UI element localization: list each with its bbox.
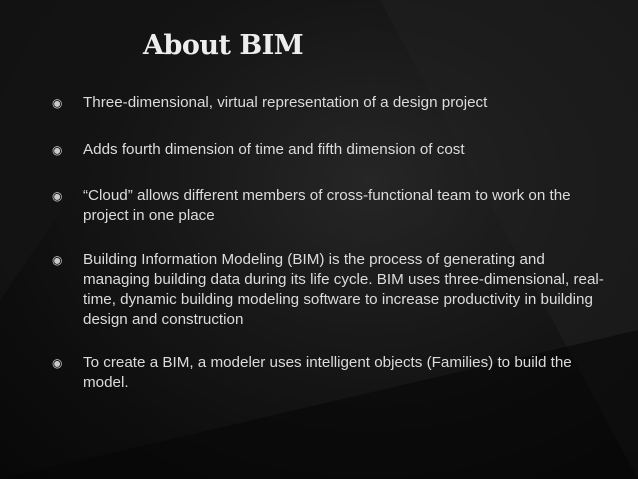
bullseye-bullet-icon: ◉ — [52, 143, 63, 157]
bullet-item — [48, 186, 608, 226]
bullet-text: Building Information Modeling (BIM) is the process of generating and managing building data during its life cycle. BIM uses three-dimensional, real-time, dynamic building modeling software to increase productivity in building design and construction — [83, 251, 604, 328]
slide-title: About BIM — [143, 30, 304, 61]
bullet-text: Three-dimensional, virtual representation of a design project — [83, 94, 488, 111]
bullet-item — [48, 250, 608, 330]
bullseye-bullet-icon: ◉ — [52, 96, 63, 110]
bullet-text: “Cloud” allows different members of cross-functional team to work on the project in one place — [83, 187, 571, 224]
bullet-text: Adds fourth dimension of time and fifth dimension of cost — [83, 141, 465, 158]
bullet-text: To create a BIM, a modeler uses intelligent objects (Families) to build the model. — [83, 354, 572, 391]
bullet-item — [48, 93, 608, 113]
bullet-item — [48, 140, 608, 160]
bullseye-bullet-icon: ◉ — [52, 189, 63, 203]
bullet-item — [48, 353, 608, 393]
bullseye-bullet-icon: ◉ — [52, 253, 63, 267]
bullseye-bullet-icon: ◉ — [52, 356, 63, 370]
